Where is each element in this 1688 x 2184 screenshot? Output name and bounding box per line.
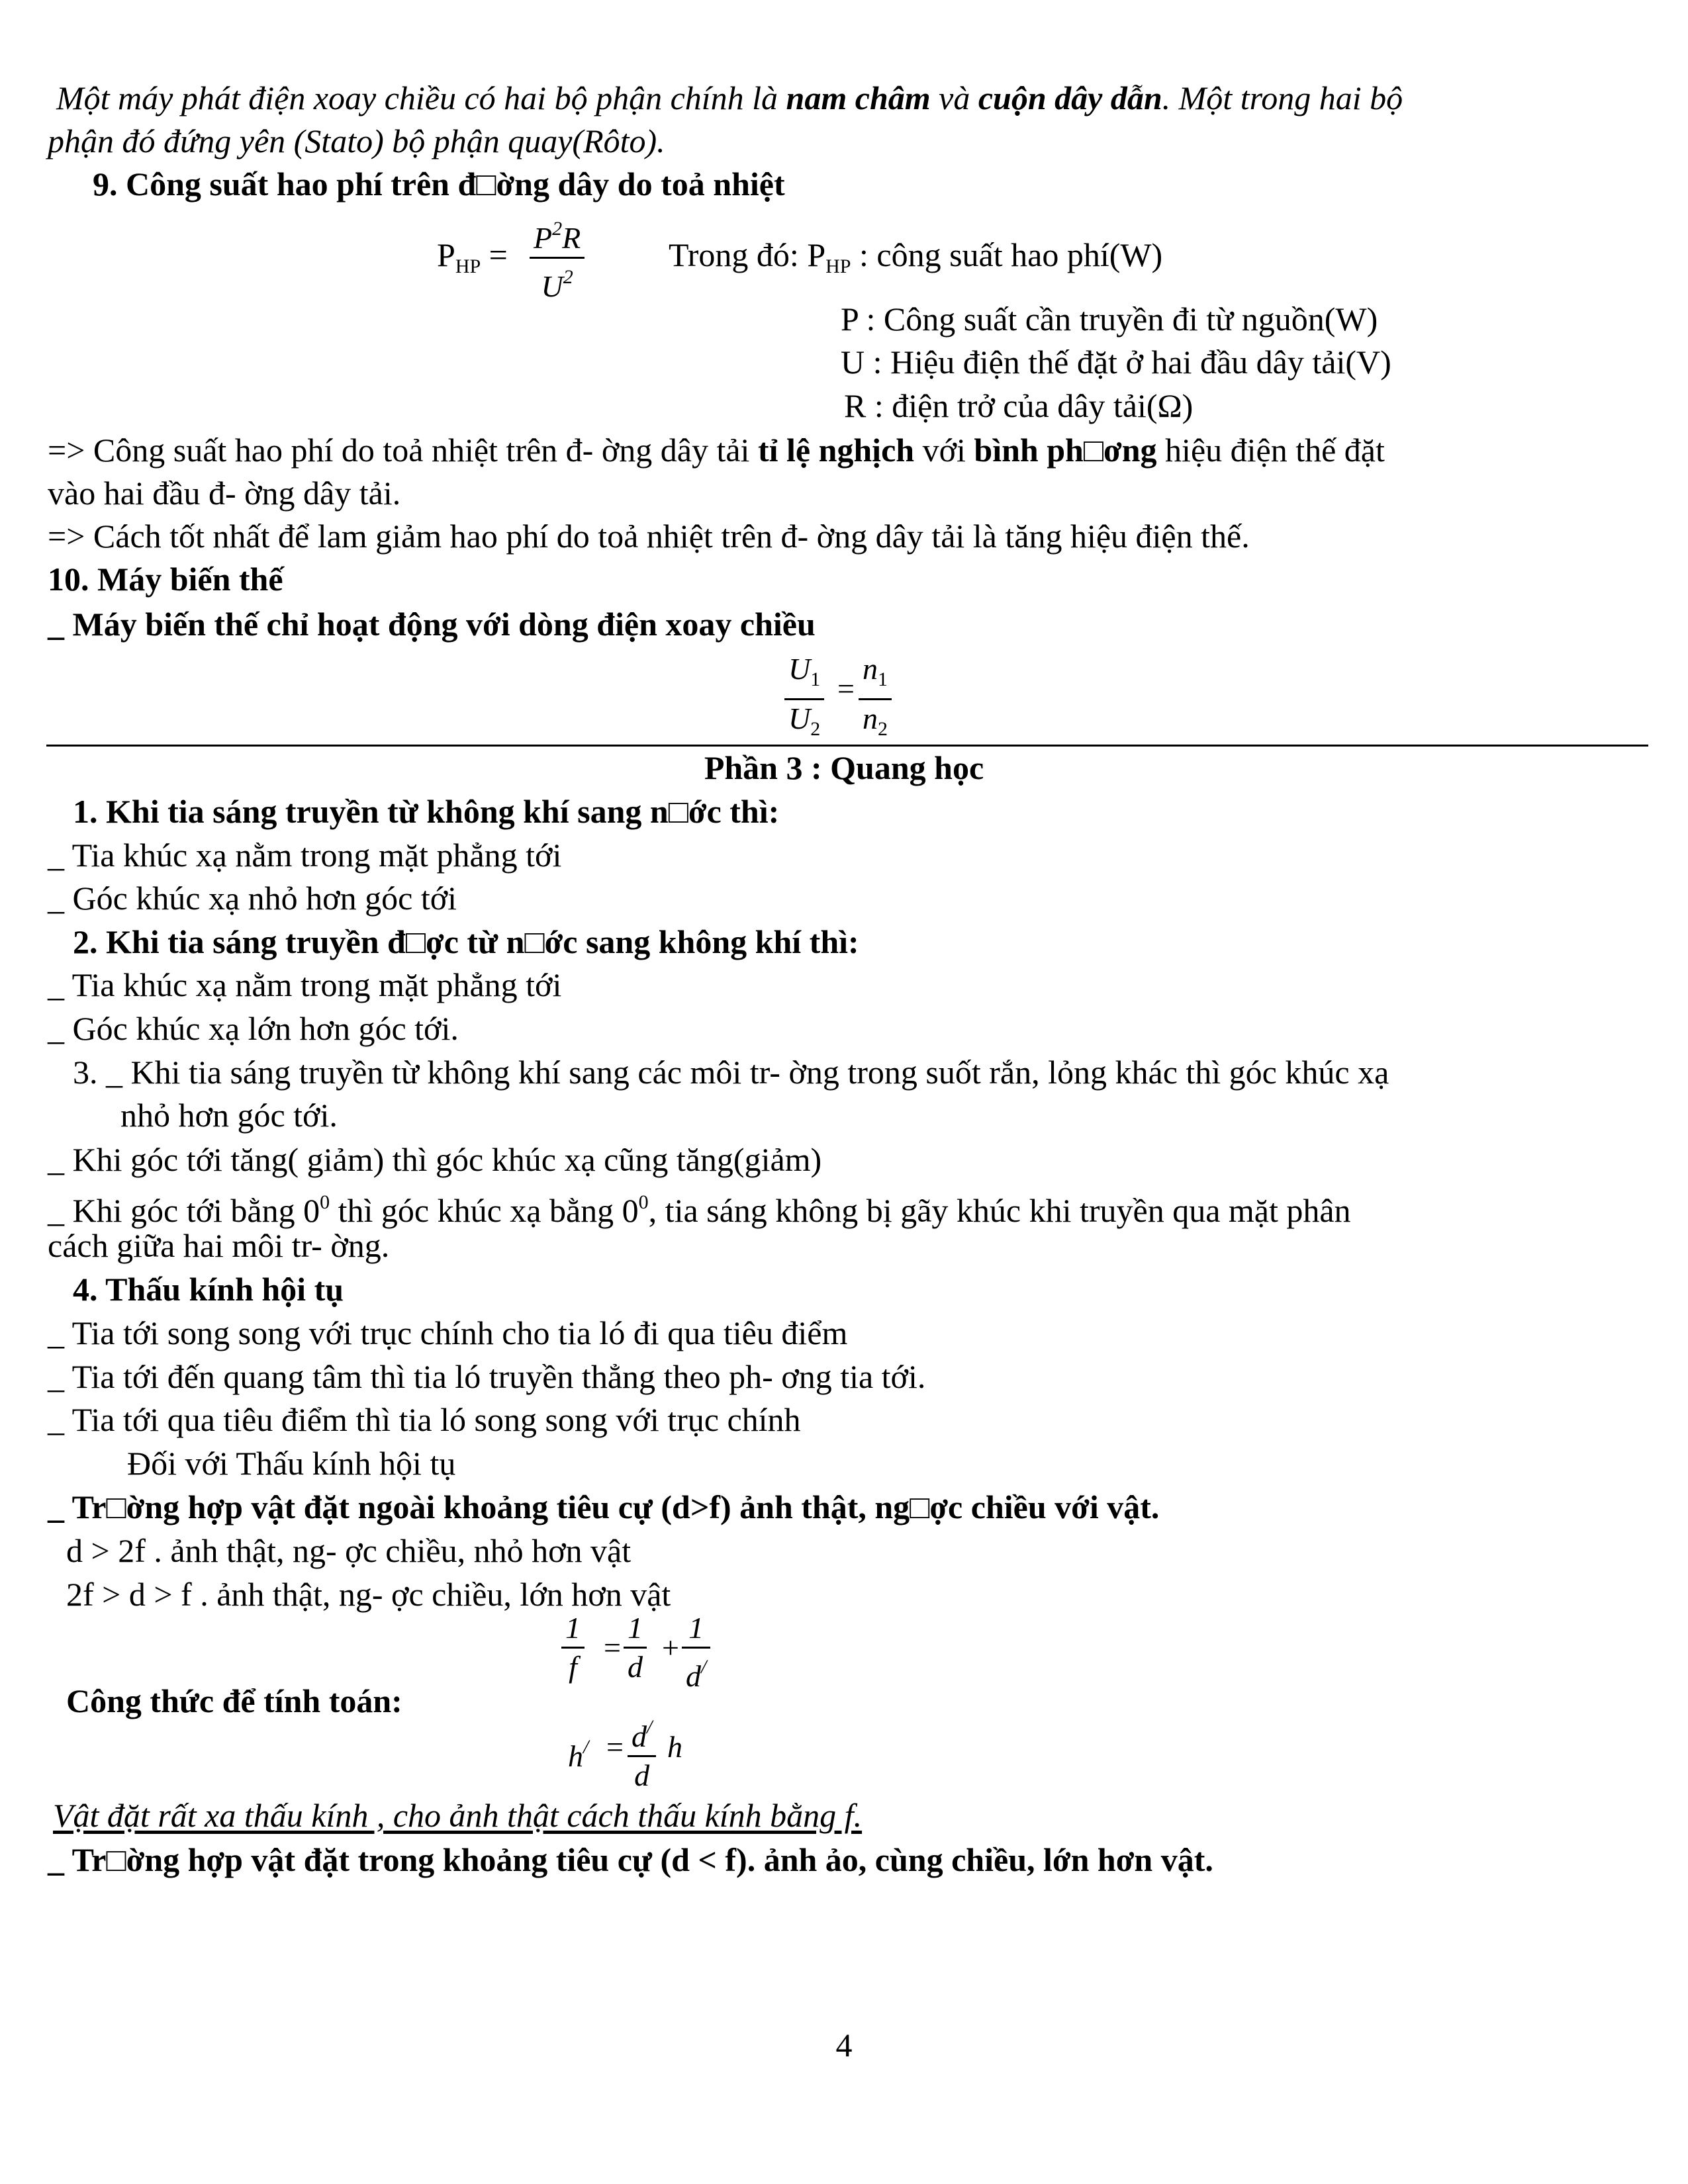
- part-3-title: Phần 3 : Quang học: [704, 749, 984, 786]
- magnification-equals: =: [606, 1730, 624, 1764]
- magnification-h: h: [667, 1730, 682, 1764]
- optics-heading-4: 4. Thấu kính hội tụ: [73, 1271, 344, 1308]
- optics-3-line-1: 3. _ Khi tia sáng truyền từ không khí sang các môi tr- ờng trong suốt rắn, lỏng khác thì góc khúc xạ: [73, 1054, 1389, 1091]
- lens-fraction-d: 1 d: [624, 1610, 647, 1686]
- php-where: Trong đó: $P_{HP}$ : công suất hao phí(W): [669, 236, 1163, 277]
- case-1-a: d > 2f . ảnh thật, ng- ợc chiều, nhỏ hơn vật: [66, 1532, 632, 1569]
- php-fraction: $P^2R$ $U^2$: [530, 210, 585, 305]
- case-2-heading: _ Tr□ờng hợp vật đặt trong khoảng tiêu cự (d < f). ảnh ảo, cùng chiều, lớn hơn vật.: [48, 1841, 1213, 1878]
- far-object-note: Vật đặt rất xa thấu kính , cho ảnh thật cách thấu kính bằng f.: [53, 1797, 863, 1834]
- transformer-fraction-u: $U_1$ $U_2$: [784, 651, 824, 748]
- def-p: P : Công suất cần truyền đi từ nguồn(W): [841, 300, 1378, 338]
- optics-1-b: _ Góc khúc xạ nhỏ hơn góc tới: [48, 880, 457, 917]
- case-1-b: 2f > d > f . ảnh thật, ng- ợc chiều, lớn hơn vật: [66, 1576, 671, 1613]
- conclusion-1-line-2: vào hai đầu đ- ờng dây tải.: [48, 475, 401, 512]
- section-10-sub: _ Máy biến thế chỉ hoạt động với dòng điện xoay chiều: [48, 606, 816, 643]
- optics-4-d: Đối với Thấu kính hội tụ: [127, 1445, 456, 1482]
- section-9-heading: 9. Công suất hao phí trên đ□ờng dây do toả nhiệt: [93, 165, 785, 203]
- optics-heading-1: 1. Khi tia sáng truyền từ không khí sang n□ớc thì:: [73, 793, 780, 830]
- lens-plus: +: [662, 1631, 679, 1664]
- lens-fraction-f: 1 f: [561, 1610, 585, 1686]
- optics-4-b: _ Tia tới đến quang tâm thì tia ló truyền thẳng theo ph- ơng tia tới.: [48, 1358, 926, 1395]
- optics-p-b-line-2: cách giữa hai môi tr- ờng.: [48, 1227, 390, 1264]
- lens-equals: =: [604, 1631, 621, 1664]
- optics-3-line-2: nhỏ hơn góc tới.: [120, 1097, 338, 1134]
- case-1-heading: _ Tr□ờng hợp vật đặt ngoài khoảng tiêu cự (d>f) ảnh thật, ng□ợc chiều với vật.: [48, 1488, 1160, 1525]
- optics-4-c: _ Tia tới qua tiêu điểm thì tia ló song song với trục chính: [48, 1401, 801, 1438]
- intro-line-1: Một máy phát điện xoay chiều có hai bộ phận chính là nam châm và cuộn dây dẫn. Một trong hai bộ: [56, 79, 1403, 116]
- optics-p-a: _ Khi góc tới tăng( giảm) thì góc khúc xạ cũng tăng(giảm): [48, 1141, 822, 1178]
- optics-1-a: _ Tia khúc xạ nằm trong mặt phẳng tới: [48, 837, 562, 874]
- magnification-h-prime: h/: [568, 1736, 589, 1773]
- section-divider: [46, 745, 1648, 747]
- conclusion-2: => Cách tốt nhất để lam giảm hao phí do toả nhiệt trên đ- ờng dây tải là tăng hiệu điện thế.: [48, 518, 1250, 555]
- optics-heading-2: 2. Khi tia sáng truyền đ□ợc từ n□ớc sang không khí thì:: [73, 923, 859, 960]
- lens-fraction-dprime: 1 d/: [682, 1610, 710, 1695]
- optics-4-a: _ Tia tới song song với trục chính cho tia ló đi qua tiêu điểm: [48, 1314, 848, 1351]
- page-number: 4: [835, 2026, 853, 2064]
- transformer-fraction-n: $n_1$ $n_2$: [859, 651, 892, 748]
- optics-2-a: _ Tia khúc xạ nằm trong mặt phẳng tới: [48, 966, 562, 1003]
- transformer-equals: =: [837, 672, 855, 705]
- optics-2-b: _ Góc khúc xạ lớn hơn góc tới.: [48, 1010, 459, 1047]
- section-10-heading: 10. Máy biến thế: [48, 561, 283, 598]
- formula-label: Công thức để tính toán:: [66, 1682, 402, 1719]
- def-u: U : Hiệu điện thế đặt ở hai đầu dây tải(V): [841, 343, 1391, 381]
- optics-p-b: _ Khi góc tới bằng $0^0$ thì góc khúc xạ bằng $0^0$, tia sáng không bị gãy khúc khi truyền qua mặt phân: [48, 1191, 1351, 1229]
- magnification-fraction: d/ d: [628, 1709, 656, 1794]
- intro-line-2: phận đó đứng yên (Stato) bộ phận quay(Rôto).: [48, 122, 665, 159]
- def-r: R : điện trở của dây tải(Ω): [844, 387, 1194, 424]
- php-label: $P_{HP}$ =: [437, 236, 508, 277]
- conclusion-1: => Công suất hao phí do toả nhiệt trên đ- ờng dây tải tỉ lệ nghịch với bình ph□ơng hiệu điện thế đặt: [48, 432, 1385, 469]
